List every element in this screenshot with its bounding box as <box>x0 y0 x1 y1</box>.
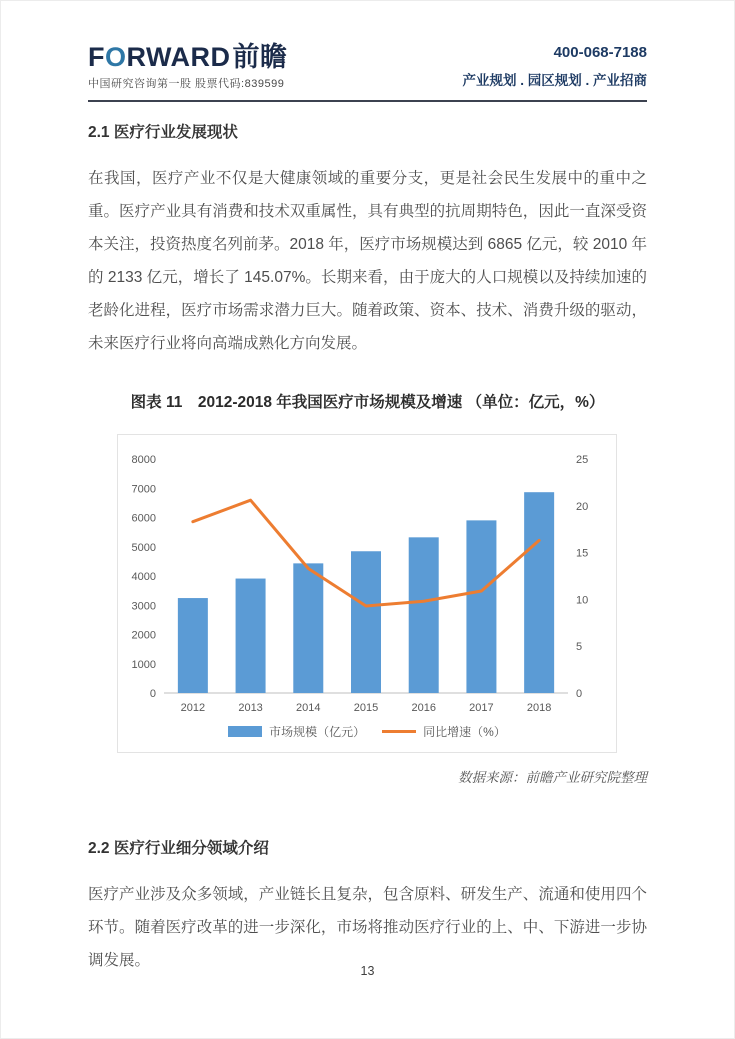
logo-letter-o: O <box>105 42 127 72</box>
svg-text:2015: 2015 <box>353 702 379 714</box>
logo-block <box>88 43 288 91</box>
market-size-growth-chart <box>118 443 616 723</box>
svg-text:5000: 5000 <box>131 541 156 554</box>
svg-text:8000: 8000 <box>131 454 156 466</box>
phone-number: 400-068-7188 <box>553 44 647 61</box>
svg-text:1000: 1000 <box>131 658 156 671</box>
contact-block <box>462 43 647 89</box>
figure-title: 图表 11 2012-2018 年我国医疗市场规模及增速 （单位：亿元，%） <box>130 394 605 411</box>
svg-text:2017: 2017 <box>469 702 494 714</box>
page-number: 13 <box>360 964 375 978</box>
svg-text:6000: 6000 <box>131 512 156 525</box>
logo-chinese-name: 前瞻 <box>232 42 288 72</box>
svg-text:2012: 2012 <box>180 702 206 714</box>
section-2-2-paragraph: 医疗产业涉及众多领域，产业链长且复杂，包含原料、研发生产、流通和使用四个环节。随着医疗改革的进一步深化，市场将推动医疗行业的上、中、下游进一步协调发展。 <box>88 886 647 969</box>
logo-letters-rward: RWARD <box>126 42 231 72</box>
svg-text:0: 0 <box>576 688 583 700</box>
svg-text:2014: 2014 <box>296 702 321 714</box>
svg-text:15: 15 <box>576 547 589 560</box>
section-2-1 <box>88 120 647 360</box>
logo-tagline: 中国研究咨询第一股 股票代码:839599 <box>88 78 285 90</box>
svg-text:10: 10 <box>576 594 589 607</box>
forward-logo <box>88 43 288 71</box>
section-2-1-paragraph: 在我国，医疗产业不仅是大健康领域的重要分支，更是社会民生发展中的重中之重。医疗产业具有消费和技术双重属性，具有典型的抗周期特色，因此一直深受资本关注，投资热度名列前茅。2018 年，医疗市场规模达到 6865 亿元，较 2010 年的 2133 亿元，增长了 145.07%。长期来看，由于庞大的人口规模以及持续加速的老龄化进程，医疗市场需求潜力巨大。随着政策、资本、技术、消费升级的驱动，未来医疗行业将向高端成熟化方向发展。 <box>88 170 647 352</box>
svg-text:7000: 7000 <box>131 483 156 496</box>
page-header <box>88 1 647 91</box>
section-2-1-heading: 2.1 医疗行业发展现状 <box>88 124 238 141</box>
section-2-2-heading: 2.2 医疗行业细分领域介绍 <box>88 840 269 857</box>
legend-bar-swatch <box>228 726 262 737</box>
svg-text:2018: 2018 <box>526 702 552 714</box>
svg-text:2000: 2000 <box>131 629 156 642</box>
legend-line-label: 同比增速（%） <box>423 725 506 739</box>
svg-text:3000: 3000 <box>131 600 156 613</box>
legend-line-swatch <box>382 730 416 733</box>
section-2-2 <box>88 836 647 977</box>
data-source: 数据来源：前瞻产业研究院整理 <box>458 770 647 785</box>
svg-text:2016: 2016 <box>411 702 436 714</box>
svg-text:2013: 2013 <box>238 702 263 714</box>
chart-container <box>117 434 617 753</box>
svg-text:20: 20 <box>576 500 589 513</box>
svg-text:25: 25 <box>576 454 589 466</box>
services-line: 产业规划 . 园区规划 . 产业招商 <box>462 73 647 88</box>
logo-letter-f: F <box>88 42 105 72</box>
svg-text:5: 5 <box>576 641 583 654</box>
header-divider <box>88 100 647 102</box>
legend-bar-label: 市场规模（亿元） <box>269 725 366 739</box>
svg-text:4000: 4000 <box>131 571 156 583</box>
svg-text:0: 0 <box>149 688 156 700</box>
chart-legend <box>118 723 616 752</box>
